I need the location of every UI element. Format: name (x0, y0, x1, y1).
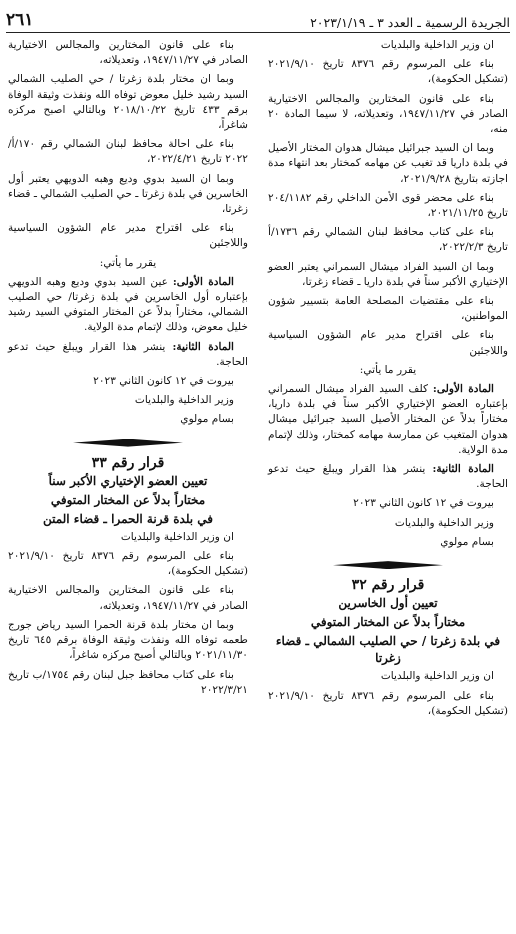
article-text: كلف السيد الفراد ميشال السمراني بإعتباره العضو الإختياري الأكبر سناً في بلدة داريا، مختاراً بدلاً عن المختار الأصيل السيد جبرائيل ميشال هدوان المتغيب عن ممارسة مهامه كمختار، وذلك لإتمام مدة الولاية. (268, 383, 508, 456)
right-column (268, 38, 508, 723)
minister-title: وزير الداخلية والبلديات (134, 394, 234, 407)
section-divider (333, 560, 443, 570)
article-label: المادة الأولى: (432, 383, 494, 396)
article-text: ينشر هذا القرار ويبلغ حيث تدعو الحاجة. (8, 340, 248, 368)
decision-number: قرار رقم ٣٣ (91, 454, 165, 471)
paragraph: بناء على المرسوم رقم ٨٣٧٦ تاريخ ٢٠٢١/٩/١٠ (تشكيل الحكومة)، (8, 550, 248, 578)
paragraph: وبما ان السيد الفراد ميشال السمراني يعتبر العضو الإختياري الأكبر سناً في بلدة داريا ـ قضاء زغرتا، (268, 260, 508, 288)
issue-date: بيروت في ١٢ كانون الثاني ٢٠٢٣ (93, 375, 234, 388)
paragraph: وبما ان مختار بلدة قرنة الحمرا السيد رياض جورج طعمه توفاه الله ونفذت وثيقة الوفاة برقم ٦٤٥ تاريخ ٢٠٢١/١١/٣٠ وبالتالي أصبح مركزه شاغراً، (8, 618, 248, 662)
paragraph: ان وزير الداخلية والبلديات (380, 39, 494, 51)
paragraph: بناء على كتاب محافظ لبنان الشمالي رقم ١٧٣٦/أ تاريخ ٢٠٢٢/٢/٣، (268, 226, 508, 254)
paragraph: ان وزير الداخلية والبلديات (380, 670, 494, 683)
decision-title: تعيين أول الخاسرين (338, 596, 438, 611)
article-label: المادة الثانية: (432, 463, 495, 476)
paragraph: بناء على احالة محافظ لبنان الشمالي رقم ١٧٠/أ/٢٠٢٢ تاريخ ٢٠٢٢/٤/٢١، (8, 138, 248, 166)
article-2 (268, 462, 508, 492)
article-1 (268, 382, 508, 458)
paragraph: وبما ان السيد بدوي وديع وهبه الدويهي يعتبر أول الخاسرين في بلدة زغرتا ـ حي الصليب الشمالي ـ قضاء زغرتا، (8, 172, 248, 216)
paragraph: بناء على المرسوم رقم ٨٣٧٦ تاريخ ٢٠٢١/٩/١٠ (تشكيل الحكومة)، (268, 58, 508, 86)
decision-title: مختاراً بدلاً عن المختار المتوفي (50, 492, 206, 507)
article-2 (8, 340, 248, 370)
paragraph: ان وزير الداخلية والبلديات (120, 530, 234, 543)
article-label: المادة الأولى: (172, 275, 234, 288)
paragraph: بناء على محضر قوى الأمن الداخلي رقم ٢٠٤/١١٨٢ تاريخ ٢٠٢١/١١/٢٥، (268, 191, 508, 220)
paragraph: بناء على كتاب محافظ جبل لبنان رقم ١٧٥٤/ب تاريخ ٢٠٢٢/٣/٢١ (8, 668, 248, 696)
left-column (8, 38, 248, 702)
article-text: عين السيد بدوي وديع وهبه الدويهي بإعتباره أول الخاسرين في بلدة زغرتا/ حي الصليب الشمالي، مختاراً بدلاً عن المختار المتوفي السيد رشيد خليل معوض، وذلك لإتمام مدة الولاية. (8, 275, 248, 334)
paragraph: بناء على المرسوم رقم ٨٣٧٦ تاريخ ٢٠٢١/٩/١٠ (تشكيل الحكومة)، (268, 689, 508, 717)
signer-name: بسام مولوي (180, 413, 234, 426)
paragraph: بناء على قانون المختارين والمجالس الاختيارية الصادر في ١٩٤٧/١١/٢٧، وتعديلاته، (8, 584, 248, 612)
paragraph: وبما ان السيد جبرائيل ميشال هدوان المختار الأصيل في بلدة داريا قد تغيب عن مهامه كمختار بعد انتهاء مدة اجازته بتاريخ ٢٠٢١/٩/٢٨، (268, 142, 508, 185)
paragraph: بناء على قانون المختارين والمجالس الاختيارية الصادر في ١٩٤٧/١١/٢٧، وتعديلاته، لا سيما المادة ٢٠ منه، (268, 92, 508, 136)
article-label: المادة الثانية: (172, 340, 235, 353)
page-number: ٢٦١ (6, 10, 34, 30)
decision-title: تعيين العضو الإختياري الأكبر سناً (48, 473, 208, 488)
gazette-title: الجريدة الرسمية ـ العدد ٣ ـ ٢٠٢٣/١/١٩ (310, 15, 510, 30)
article-text: ينشر هذا القرار ويبلغ حيث تدعو الحاجة. (268, 463, 508, 491)
decides-heading: يقرر ما يأتي: (99, 256, 157, 269)
decision-title: مختاراً بدلاً عن المختار المتوفي (310, 615, 466, 630)
paragraph: بناء على اقتراح مدير عام الشؤون السياسية واللاجئين (268, 329, 508, 357)
paragraph: بناء على قانون المختارين والمجالس الاختيارية الصادر في ١٩٤٧/١١/٢٧، وتعديلاته، (8, 39, 248, 67)
header-rule (6, 32, 510, 33)
paragraph: بناء على مقتضيات المصلحة العامة بتسيير شؤون المواطنين، (268, 295, 508, 323)
page-header (6, 6, 510, 30)
section-divider (73, 438, 183, 448)
signer-name: بسام مولوي (440, 535, 494, 548)
decision-title: في بلدة قرنة الحمرا ـ قضاء المتن (42, 511, 214, 526)
paragraph: وبما ان مختار بلدة زغرتا / حي الصليب الشمالي السيد رشيد خليل معوض توفاه الله ونفذت وثيقة الوفاة برقم ٤٣٣ تاريخ ٢٠١٨/١٠/٢٢ وبالتالي اصبح مركزه شاغراً، (8, 73, 248, 132)
issue-date: بيروت في ١٢ كانون الثاني ٢٠٢٣ (353, 497, 494, 510)
decides-heading: يقرر ما يأتي: (359, 363, 417, 376)
paragraph: بناء على اقتراح مدير عام الشؤون السياسية واللاجئين (8, 222, 248, 250)
decision-title: في بلدة زغرتا / حي الصليب الشمالي ـ قضاء زغرتا (275, 634, 501, 666)
decision-number: قرار رقم ٣٢ (351, 577, 425, 594)
article-1 (8, 275, 248, 336)
minister-title: وزير الداخلية والبلديات (394, 516, 494, 529)
